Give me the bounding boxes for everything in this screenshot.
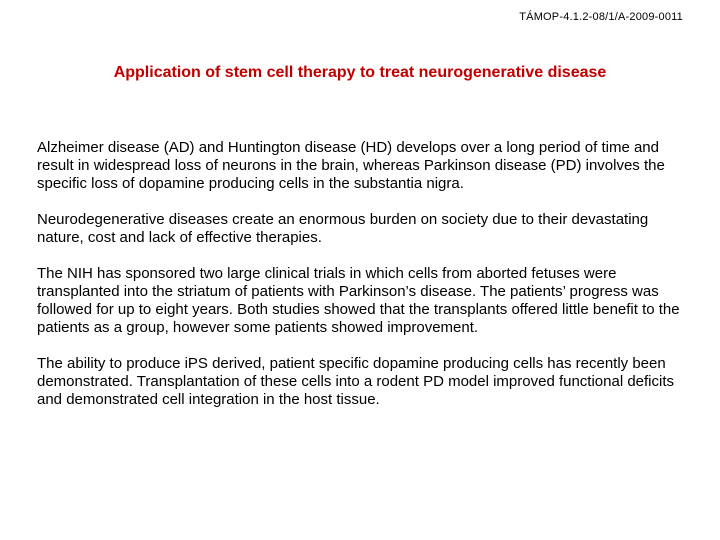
paragraph-ips-cells: The ability to produce iPS derived, patient specific dopamine producing cells has recently been demonstrated. Transplantation of these cells into a rodent PD model improved functional deficits and demonstrated cell integration in the host tissue. [37, 355, 675, 408]
project-code: TÁMOP-4.1.2-08/1/A-2009-0011 [519, 11, 683, 23]
paragraph-neurodegeneration-overview: Alzheimer disease (AD) and Huntington disease (HD) develops over a long period of time and result in widespread loss of neurons in the brain, whereas Parkinson disease (PD) involves the specific loss of dopamine producing cells in the substantia nigra. [37, 139, 665, 192]
slide-body [37, 139, 697, 427]
slide-title: Application of stem cell therapy to treat neurogenerative disease [113, 64, 607, 81]
paragraph-societal-burden: Neurodegenerative diseases create an enormous burden on society due to their devastating nature, cost and lack of effective therapies. [37, 211, 649, 246]
paragraph-nih-clinical-trials: The NIH has sponsored two large clinical trials in which cells from aborted fetuses were transplanted into the striatum of patients with Parkinson’s disease. The patients’ progress was followed for up to eight years. Both studies showed that the transplants offered little benefit to the patients as a group, however some patients showed improvement. [37, 265, 680, 336]
